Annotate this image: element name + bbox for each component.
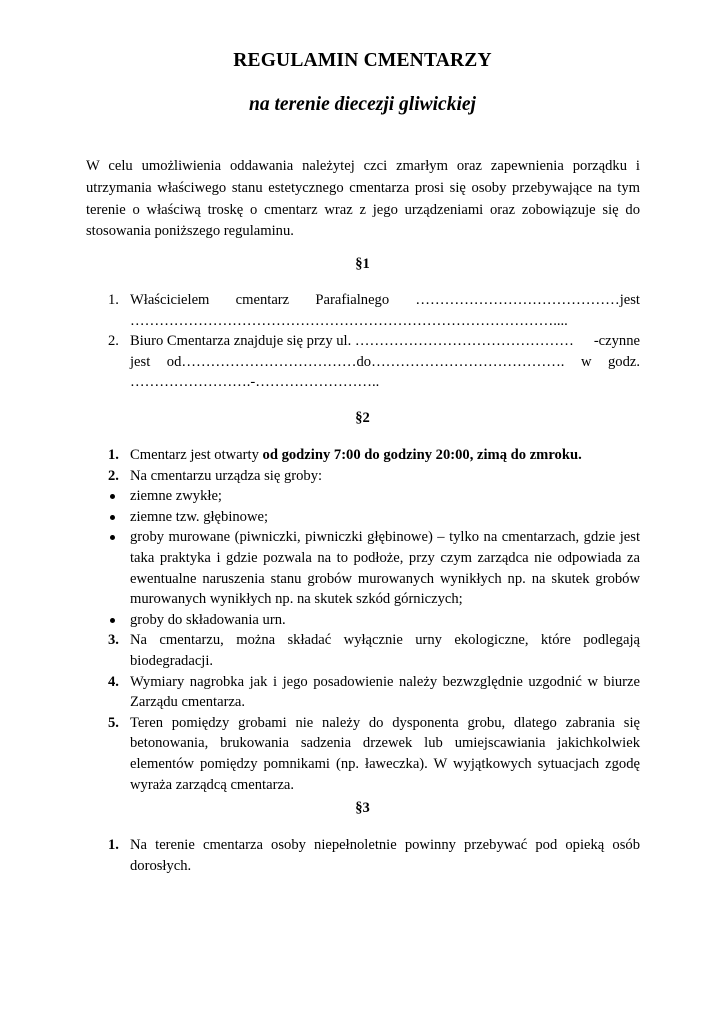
owner-word: Właścicielem [130, 292, 210, 308]
section-3-list [86, 835, 640, 876]
section-2-heading: §2 [355, 410, 370, 426]
list-item [86, 331, 640, 393]
bullet-text: ziemne tzw. głębinowe; [130, 508, 269, 525]
owner-blank: ……………………………………jest [415, 292, 640, 308]
owner-word: cmentarz [235, 292, 290, 308]
office-hours-line [130, 352, 640, 373]
office-hours-blank: …………………….-…………………….. [130, 374, 380, 391]
owner-word: Parafialnego [315, 292, 390, 308]
list-item [86, 290, 640, 331]
intro-paragraph: W celu umożliwienia oddawania należytej czci zmarłym oraz zapewnienia porządku i utrzymania właściwego stanu estetycznego cmentarza prosi się osoby przebywające na tym terenie o właściwą troskę o cmentarz wraz z jego urządzeniami oraz zobowiązuje się do stosowania poniższego regulaminu. [86, 158, 640, 240]
item-text: Teren pomiędzy grobami nie należy do dysponenta grobu, dlatego zabrania się betonowania, brukowania sadzenia drzewek lub umiejscawiania jakichkolwiek elementów pomiędzy pomnikami (np. ławeczka). W wyjątkowych sytuacjach zgodę wyraża zarządcą cmentarza. [130, 714, 640, 793]
bullet-text: ziemne zwykłe; [130, 488, 222, 505]
list-item [86, 713, 640, 795]
list-item [86, 835, 640, 876]
document-subtitle: na terenie diecezji gliwickiej [249, 94, 476, 115]
item-number: 1. [108, 447, 119, 463]
bullet-item [86, 527, 640, 609]
office-days-blank: od………………………………do…………………………………. [166, 353, 565, 370]
item-text: Na cmentarzu urządza się groby: [130, 467, 323, 484]
item-text: Na cmentarzu, można składać wyłącznie urny ekologiczne, które podlegają biodegradacji. [130, 632, 640, 669]
bullet-text: groby do składowania urn. [130, 611, 286, 628]
section-2-list [86, 445, 640, 795]
bullet-item [86, 486, 640, 507]
list-item [86, 672, 640, 713]
office-open-label: -czynne [593, 333, 640, 350]
section-3-heading: §3 [355, 800, 370, 816]
list-item [86, 466, 640, 487]
item-number: 2. [108, 467, 119, 484]
bullet-text: groby murowane (piwniczki, piwniczki głębinowe) – tylko na cmentarzach, gdzie jest taka praktyka i gdzie pozwala na to podłoże, przy czym zarządca nie odpowiada za ewentualne naruszenia stanu grobów murowanych wynikłych np. na skutek grobów murowanych wynikłych np. na skutek szkód górniczych; [130, 529, 640, 608]
section-1-list [86, 290, 640, 393]
item-number: 5. [108, 714, 119, 731]
item-number: 1. [108, 292, 119, 308]
list-item [86, 445, 640, 466]
office-address-line [130, 331, 640, 352]
document-title: REGULAMIN CMENTARZY [233, 50, 492, 71]
item-number: 4. [108, 673, 119, 690]
section-1-heading: §1 [355, 256, 370, 272]
bullet-icon [110, 494, 115, 499]
item-text: Cmentarz jest otwarty [130, 447, 263, 463]
bullet-item [86, 507, 640, 528]
owner-blank-line: …………………………………………………………………………….... [130, 312, 568, 329]
bullet-icon [110, 515, 115, 520]
item-text: Wymiary nagrobka jak i jego posadowienie należy bezwzględnie uzgodnić w biurze Zarządu cmentarza. [130, 673, 640, 711]
item-number: 3. [108, 632, 119, 649]
opening-hours: od godziny 7:00 do godziny 20:00, zimą do zmroku. [262, 447, 582, 463]
office-word: godz. [607, 353, 640, 370]
item-number: 2. [108, 333, 119, 350]
bullet-icon [110, 618, 115, 623]
office-word: jest [130, 353, 151, 370]
office-word: w [580, 353, 592, 370]
item-text: Na terenie cmentarza osoby niepełnoletnie powinny przebywać pod opieką osób dorosłych. [130, 837, 640, 874]
owner-line [130, 290, 640, 311]
bullet-icon [110, 535, 115, 540]
bullet-item [86, 610, 640, 631]
item-number: 1. [108, 837, 119, 853]
list-item [86, 630, 640, 671]
office-address: Biuro Cmentarza znajduje się przy ul. ……………………………………… [130, 333, 574, 350]
